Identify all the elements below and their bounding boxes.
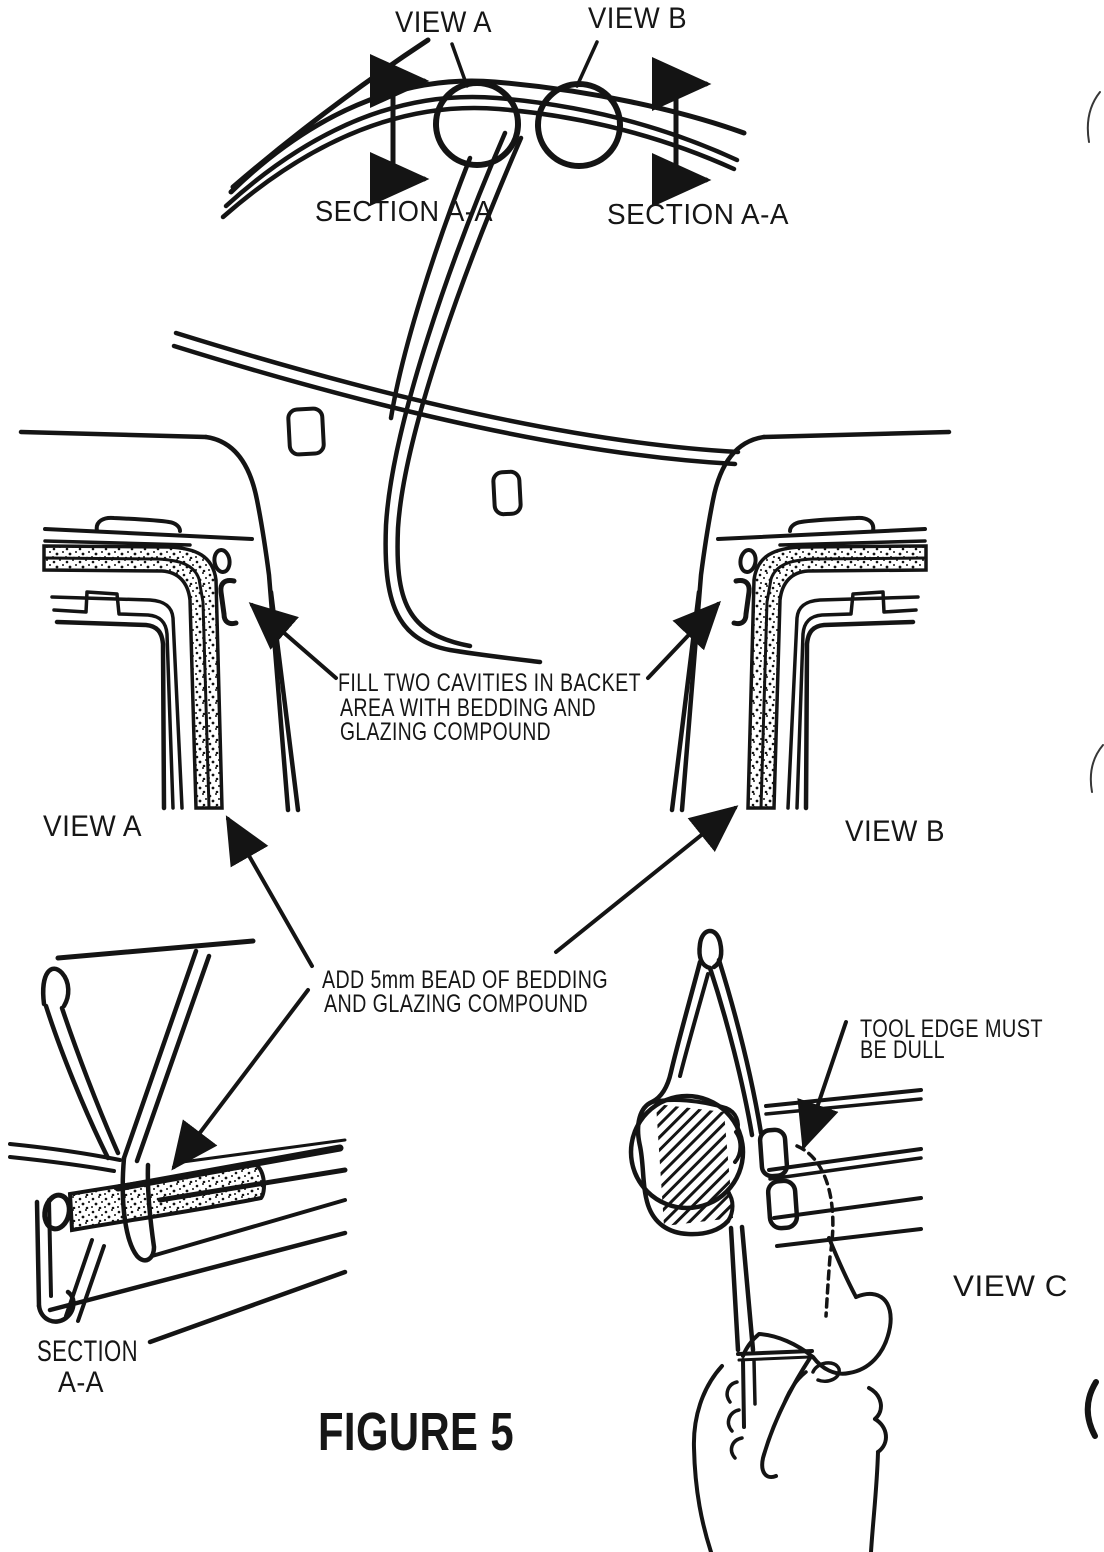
tool-shank-left xyxy=(743,1360,744,1427)
fingertip-2 xyxy=(728,1410,739,1431)
drip-rail-diagonal-1 xyxy=(176,333,738,452)
view-c-detail-label: VIEW C xyxy=(953,1270,1068,1303)
knuckle-1 xyxy=(869,1388,881,1419)
wrist-right-edge xyxy=(871,1452,878,1552)
view-a-callout-label: VIEW A xyxy=(395,6,492,39)
bead-end-oval xyxy=(42,1193,73,1231)
section-aa-left-label: SECTION A-A xyxy=(315,196,494,228)
hand xyxy=(694,1238,891,1552)
section-label-line2: A-A xyxy=(58,1366,104,1399)
fill-note-line2: AREA WITH BEDDING AND xyxy=(340,694,596,722)
handle-recess-left xyxy=(288,408,324,455)
body-line-1b xyxy=(766,1099,921,1114)
body-line-4 xyxy=(777,1229,921,1246)
add-note-line1: ADD 5mm BEAD OF BEDDING xyxy=(322,966,608,994)
body-line-1a xyxy=(766,1090,921,1106)
view-b-leader xyxy=(577,42,597,86)
view-b-detail-label: VIEW B xyxy=(845,815,945,848)
section-aa-right-label: SECTION A-A xyxy=(607,199,790,231)
flange-riser-2 xyxy=(78,1246,104,1321)
view-a-detail xyxy=(21,432,298,810)
fingertip-3 xyxy=(731,1438,742,1458)
page-curl-arc-bottom xyxy=(1088,1382,1096,1436)
tool-blade-top xyxy=(738,1351,812,1354)
body-channel-left xyxy=(37,1202,39,1306)
fill-leader-right xyxy=(648,604,718,678)
roof-panel-edge xyxy=(233,40,428,187)
fill-leader-left xyxy=(252,605,336,678)
sill-line-bottom xyxy=(10,1157,114,1171)
molding-hook xyxy=(43,969,68,1006)
tool-shank-right xyxy=(754,1360,755,1404)
top-assembly xyxy=(223,40,744,662)
fill-note-line1: FILL TWO CAVITIES IN BACKET xyxy=(338,669,641,697)
tool-note-line2: BE DULL xyxy=(860,1036,945,1064)
tool-stick-right xyxy=(742,1227,753,1350)
fingertip-1 xyxy=(727,1382,737,1402)
view-b-callout-label: VIEW B xyxy=(588,2,687,35)
view-b-detail xyxy=(672,432,949,810)
handle-recess-right xyxy=(493,471,521,514)
page-curl-arc-middle xyxy=(1091,745,1103,792)
palm-left-edge xyxy=(694,1366,722,1552)
lower-body-line-3 xyxy=(150,1272,345,1342)
figure-title: FIGURE 5 xyxy=(318,1402,514,1462)
tool-edge-leader xyxy=(804,1022,846,1146)
glass-stem-inner xyxy=(137,956,209,1161)
tool-blade-bottom xyxy=(739,1357,810,1360)
body-side-background xyxy=(174,333,738,515)
molding-stem-left xyxy=(46,1006,108,1158)
forearm-edge xyxy=(829,1238,856,1297)
molding-stem-right xyxy=(62,1008,118,1153)
tool-note-line1: TOOL EDGE MUST xyxy=(860,1015,1043,1043)
view-a-detail-label: VIEW A xyxy=(43,810,142,843)
page-curl-arc-top xyxy=(1088,92,1100,142)
section-aa-detail xyxy=(10,941,345,1342)
body-channel-right xyxy=(49,1200,51,1296)
add-note-line2: AND GLAZING COMPOUND xyxy=(324,990,588,1018)
tool-stick-left xyxy=(731,1228,738,1350)
hidden-edge-dashed-tail xyxy=(826,1257,830,1316)
glass-top-edge xyxy=(58,941,253,958)
fill-note-line3: GLAZING COMPOUND xyxy=(340,718,551,746)
page-edge-artifacts xyxy=(1088,92,1103,1436)
molding-bead-lower xyxy=(767,1180,797,1229)
glass-stem-outer xyxy=(124,951,196,1158)
finger-crease xyxy=(784,1372,806,1404)
knuckle-2 xyxy=(875,1419,886,1452)
section-label-line1: SECTION xyxy=(37,1335,138,1368)
add-leader-section xyxy=(174,990,308,1167)
